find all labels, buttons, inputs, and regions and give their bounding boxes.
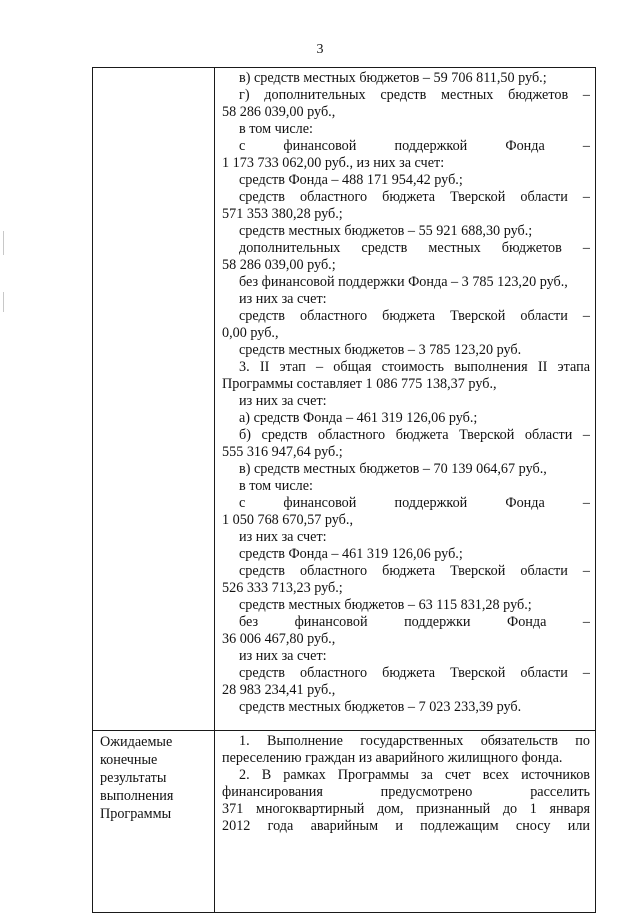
funding-text-line: средств областного бюджета Тверской области –: [239, 563, 590, 579]
table-row: [93, 68, 596, 731]
empty-label-cell: [93, 68, 215, 731]
funding-text-line: из них за счет:: [239, 291, 327, 307]
funding-text-line: 571 353 380,28 руб.;: [222, 206, 343, 222]
funding-text-line: с финансовой поддержкой Фонда –: [239, 138, 590, 154]
funding-text-line: из них за счет:: [239, 529, 327, 545]
funding-text-line: 1 050 768 670,57 руб.,: [222, 512, 353, 528]
results-text-line: 1. Выполнение государственных обязательств по: [239, 733, 590, 749]
funding-text-line: средств местных бюджетов – 7 023 233,39 руб.: [239, 699, 522, 715]
funding-text-line: 58 286 039,00 руб.;: [222, 257, 336, 273]
funding-volume-cell: [215, 68, 596, 731]
funding-text-line: г) дополнительных средств местных бюджетов –: [239, 87, 590, 103]
funding-text-line: с финансовой поддержкой Фонда –: [239, 495, 590, 511]
funding-text-line: Программы составляет 1 086 775 138,37 руб.,: [222, 376, 497, 392]
program-passport-table: [92, 67, 596, 913]
funding-text-line: 526 333 713,23 руб.;: [222, 580, 343, 596]
page-number: 3: [316, 42, 324, 57]
results-label-line: Программы: [100, 806, 172, 822]
results-content-cell: [215, 731, 596, 913]
results-text-line: финансирования предусмотрено расселить: [222, 784, 590, 800]
results-label-line: Ожидаемые: [100, 734, 173, 750]
funding-text-line: из них за счет:: [239, 393, 327, 409]
results-label-block: [100, 733, 211, 823]
funding-text-line: средств местных бюджетов – 3 785 123,20 руб.: [239, 342, 522, 358]
results-label-line: результаты: [100, 770, 167, 786]
funding-text-line: 58 286 039,00 руб.,: [222, 104, 336, 120]
funding-text-line: 36 006 467,80 руб.,: [222, 631, 336, 647]
funding-text-line: дополнительных средств местных бюджетов –: [239, 240, 590, 256]
funding-text-line: в) средств местных бюджетов – 70 139 064,67 руб.,: [239, 461, 547, 477]
results-text-line: 2. В рамках Программы за счет всех источников: [239, 767, 590, 783]
funding-text-line: в том числе:: [239, 478, 313, 494]
funding-text-line: 0,00 руб.,: [222, 325, 279, 341]
funding-text-line: 1 173 733 062,00 руб., из них за счет:: [222, 155, 445, 171]
funding-text-line: средств областного бюджета Тверской области –: [239, 665, 590, 681]
table-row: [93, 731, 596, 913]
funding-text-block: [222, 70, 590, 716]
funding-text-line: 3. II этап – общая стоимость выполнения II этапа: [239, 359, 590, 375]
results-label-line: конечные: [100, 752, 158, 768]
funding-text-line: средств Фонда – 461 319 126,06 руб.;: [239, 546, 463, 562]
results-label-line: выполнения: [100, 788, 174, 804]
binding-margin-mark: [3, 231, 4, 255]
funding-text-line: в том числе:: [239, 121, 313, 137]
funding-text-line: средств местных бюджетов – 55 921 688,30 руб.;: [239, 223, 533, 239]
funding-text-line: 555 316 947,64 руб.;: [222, 444, 343, 460]
funding-text-line: а) средств Фонда – 461 319 126,06 руб.;: [239, 410, 478, 426]
funding-text-line: средств областного бюджета Тверской области –: [239, 189, 590, 205]
funding-text-line: средств Фонда – 488 171 954,42 руб.;: [239, 172, 463, 188]
funding-text-line: без финансовой поддержки Фонда –: [239, 614, 590, 630]
funding-text-line: средств областного бюджета Тверской области –: [239, 308, 590, 324]
funding-text-line: в) средств местных бюджетов – 59 706 811,50 руб.;: [239, 70, 547, 86]
funding-text-line: из них за счет:: [239, 648, 327, 664]
results-text-line: переселению граждан из аварийного жилищного фонда.: [222, 750, 563, 766]
results-label-cell: [93, 731, 215, 913]
binding-margin-mark: [3, 292, 4, 312]
funding-text-line: без финансовой поддержки Фонда – 3 785 123,20 руб.,: [239, 274, 568, 290]
funding-text-line: 28 983 234,41 руб.,: [222, 682, 336, 698]
funding-text-line: б) средств областного бюджета Тверской области –: [239, 427, 590, 443]
results-text-block: [222, 733, 590, 835]
funding-text-line: средств местных бюджетов – 63 115 831,28 руб.;: [239, 597, 532, 613]
results-text-line: 2012 года аварийным и подлежащим сносу или: [222, 818, 590, 834]
results-text-line: 371 многоквартирный дом, признанный до 1 января: [222, 801, 590, 817]
